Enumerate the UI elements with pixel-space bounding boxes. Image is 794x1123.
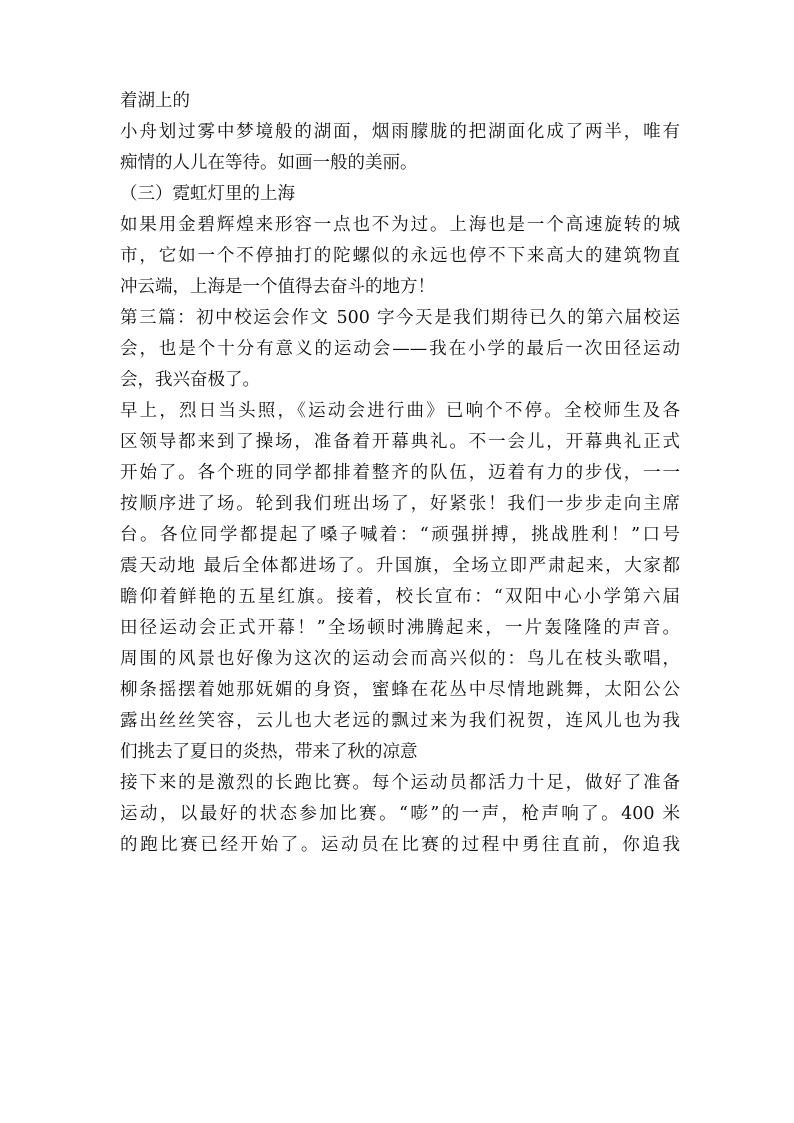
text-line: 柳条摇摆着她那妩媚的身资，蜜蜂在花丛中尽情地跳舞，太阳公公 [120,680,680,700]
text-line: 第三篇：初中校运会作文 500 字今天是我们期待已久的第六届校运 [120,308,680,328]
text-line: 田径运动会正式开幕！”全场顿时沸腾起来，一片轰隆隆的声音。 [120,618,680,638]
text-line: 开始了。各个班的同学都排着整齐的队伍，迈着有力的步伐，一一 [120,463,680,483]
document-body [120,86,680,861]
text-line: 露出丝丝笑容，云儿也大老远的飘过来为我们祝贺，连风儿也为我 [120,711,680,731]
text-line: 区领导都来到了操场，准备着开幕典礼。不一会儿，开幕典礼正式 [120,432,680,452]
text-line: 早上，烈日当头照，《运动会进行曲》已响个不停。全校师生及各 [120,401,680,421]
text-line: （三）霓虹灯里的上海 [120,184,295,204]
text-line: 市，它如一个不停抽打的陀螺似的永远也停不下来高大的建筑物直 [120,246,680,266]
text-line: 会，我兴奋极了。 [120,370,260,390]
text-line: 周围的风景也好像为这次的运动会而高兴似的：鸟儿在枝头歌唱， [120,649,680,669]
text-line: 的跑比赛已经开始了。运动员在比赛的过程中勇往直前，你追我 [120,835,680,855]
text-line: 瞻仰着鲜艳的五星红旗。接着，校长宣布：“双阳中心小学第六届 [120,587,680,607]
text-line: 着湖上的 [120,91,190,111]
text-line: 震天动地 最后全体都进场了。升国旗，全场立即严肃起来，大家都 [120,556,680,576]
text-line: 小舟划过雾中梦境般的湖面，烟雨朦胧的把湖面化成了两半，唯有 [120,122,680,142]
text-line: 痴情的人儿在等待。如画一般的美丽。 [120,153,418,173]
text-line: 台。各位同学都提起了嗓子喊着：“顽强拼搏，挑战胜利！”口号 [120,525,680,545]
text-line: 运动，以最好的状态参加比赛。“嘭”的一声，枪声响了。400 米 [120,804,680,824]
text-line: 如果用金碧辉煌来形容一点也不为过。上海也是一个高速旋转的城 [120,215,680,235]
text-line: 会，也是个十分有意义的运动会——我在小学的最后一次田径运动 [120,339,680,359]
text-line: 接下来的是激烈的长跑比赛。每个运动员都活力十足，做好了准备 [120,773,680,793]
text-line: 们挑去了夏日的炎热，带来了秋的凉意 [120,742,418,762]
text-line: 冲云端，上海是一个值得去奋斗的地方！ [120,277,435,297]
text-line: 按顺序进了场。轮到我们班出场了，好紧张！我们一步步走向主席 [120,494,680,514]
